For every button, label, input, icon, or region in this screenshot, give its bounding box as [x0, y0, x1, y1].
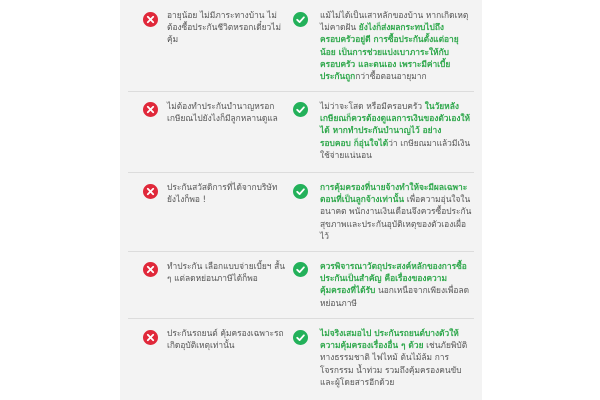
check-icon — [293, 184, 308, 199]
myth-text: ประกันสวัสดิการที่ได้จากบริษัท ยังไงก็พอ ! — [167, 182, 278, 205]
myth-text: ไม่ต้องทำประกันบำนาญหรอก เกษียณไปยังไงก็มีลูกหลานดูแล — [167, 101, 278, 124]
myth-fact-row — [120, 92, 482, 172]
myth-fact-row — [120, 173, 482, 251]
x-icon — [143, 12, 158, 27]
fact-plain: เพื่อความอุ่นใจในอนาคต พนักงานเงินเดือนจึงควรซื้อประกันสุขภาพและประกันอุบัติเหตุของตัวเองเผื่อไว้ — [320, 194, 472, 241]
fact-plain: แม้ไม่ได้เป็นเสาหลักของบ้าน หากเกิดเหตุไม่คาดฝัน — [320, 10, 469, 33]
myth-fact-row — [120, 0, 482, 90]
fact-plain: กว่าซื้อตอนอายุมาก — [355, 71, 427, 82]
check-icon — [293, 102, 308, 117]
fact-plain: เช่นภัยพิบัติทางธรรมชาติ ไฟไหม้ ต้นไม้ล้ม การโจรกรรม น้ำท่วม รวมถึงคุ้มครองคนขับ และผู้โดยสารอีกด้วย — [320, 340, 468, 387]
check-icon — [293, 330, 308, 345]
fact-highlight: ในวัยหลังเกษียณก็ควรต้องดูแลการเงินของตัวเองให้ได้ หากทำประกันบำนาญไว้ อย่างรอบคอบ ก็อุ่นใจได้ — [320, 101, 471, 148]
fact-plain: ว่า เกษียณมาแล้วมีเงินใช้จ่ายแน่นอน — [320, 137, 471, 160]
fact-text — [320, 327, 472, 388]
fact-text — [320, 260, 472, 309]
myth-fact-panel — [120, 0, 482, 400]
x-icon — [143, 184, 158, 199]
x-icon — [143, 262, 158, 277]
x-icon — [143, 102, 158, 117]
fact-text — [320, 181, 472, 242]
myth-text: อายุน้อย ไม่มีภาระทางบ้าน ไม่ต้องซื้อประกันชีวิตหรอกเดี๋ยวไม่คุ้ม — [167, 10, 281, 45]
fact-highlight: ยังไงก็ส่งผลกระทบไปถึงครอบครัวอยู่ดี การซื้อประกันตั้งแต่อายุน้อย เป็นการช่วยแบ่งเบาภาระให้กับครอบครัว และตนเอง เพราะมีค่าเบี้ยประกันถูก — [320, 22, 459, 82]
fact-highlight: ควรพิจารณาวัตถุประสงค์หลักของการซื้อประกันเป็นสำคัญ คือเรื่องของความคุ้มครองที่ได้รับ — [320, 261, 467, 296]
fact-plain: ไม่ว่าจะโสด หรือมีครอบครัว — [320, 101, 425, 111]
fact-text — [320, 9, 472, 82]
x-icon — [143, 330, 158, 345]
fact-highlight: การคุ้มครองที่นายจ้างทำให้จะมีผลเฉพาะตอนที่เป็นลูกจ้างเท่านั้น — [320, 182, 468, 205]
fact-text — [320, 100, 472, 161]
myth-fact-row — [120, 252, 482, 318]
myth-text: ประกันรถยนต์ คุ้มครองเฉพาะรถเกิดอุบัติเหตุเท่านั้น — [167, 328, 284, 351]
check-icon — [293, 262, 308, 277]
fact-plain: นอกเหนือจากเพียงเพื่อลดหย่อนภาษี — [320, 285, 470, 308]
myth-text: ทำประกัน เลือกแบบจ่ายเบี้ยฯ สั้น ๆ แต่ลดหย่อนภาษีได้ก็พอ — [167, 261, 285, 284]
myth-fact-row — [120, 319, 482, 400]
fact-highlight: ไม่จริงเสมอไป ประกันรถยนต์บางตัวให้ความคุ้มครองเรื่องอื่น ๆ ด้วย — [320, 328, 459, 351]
check-icon — [293, 12, 308, 27]
